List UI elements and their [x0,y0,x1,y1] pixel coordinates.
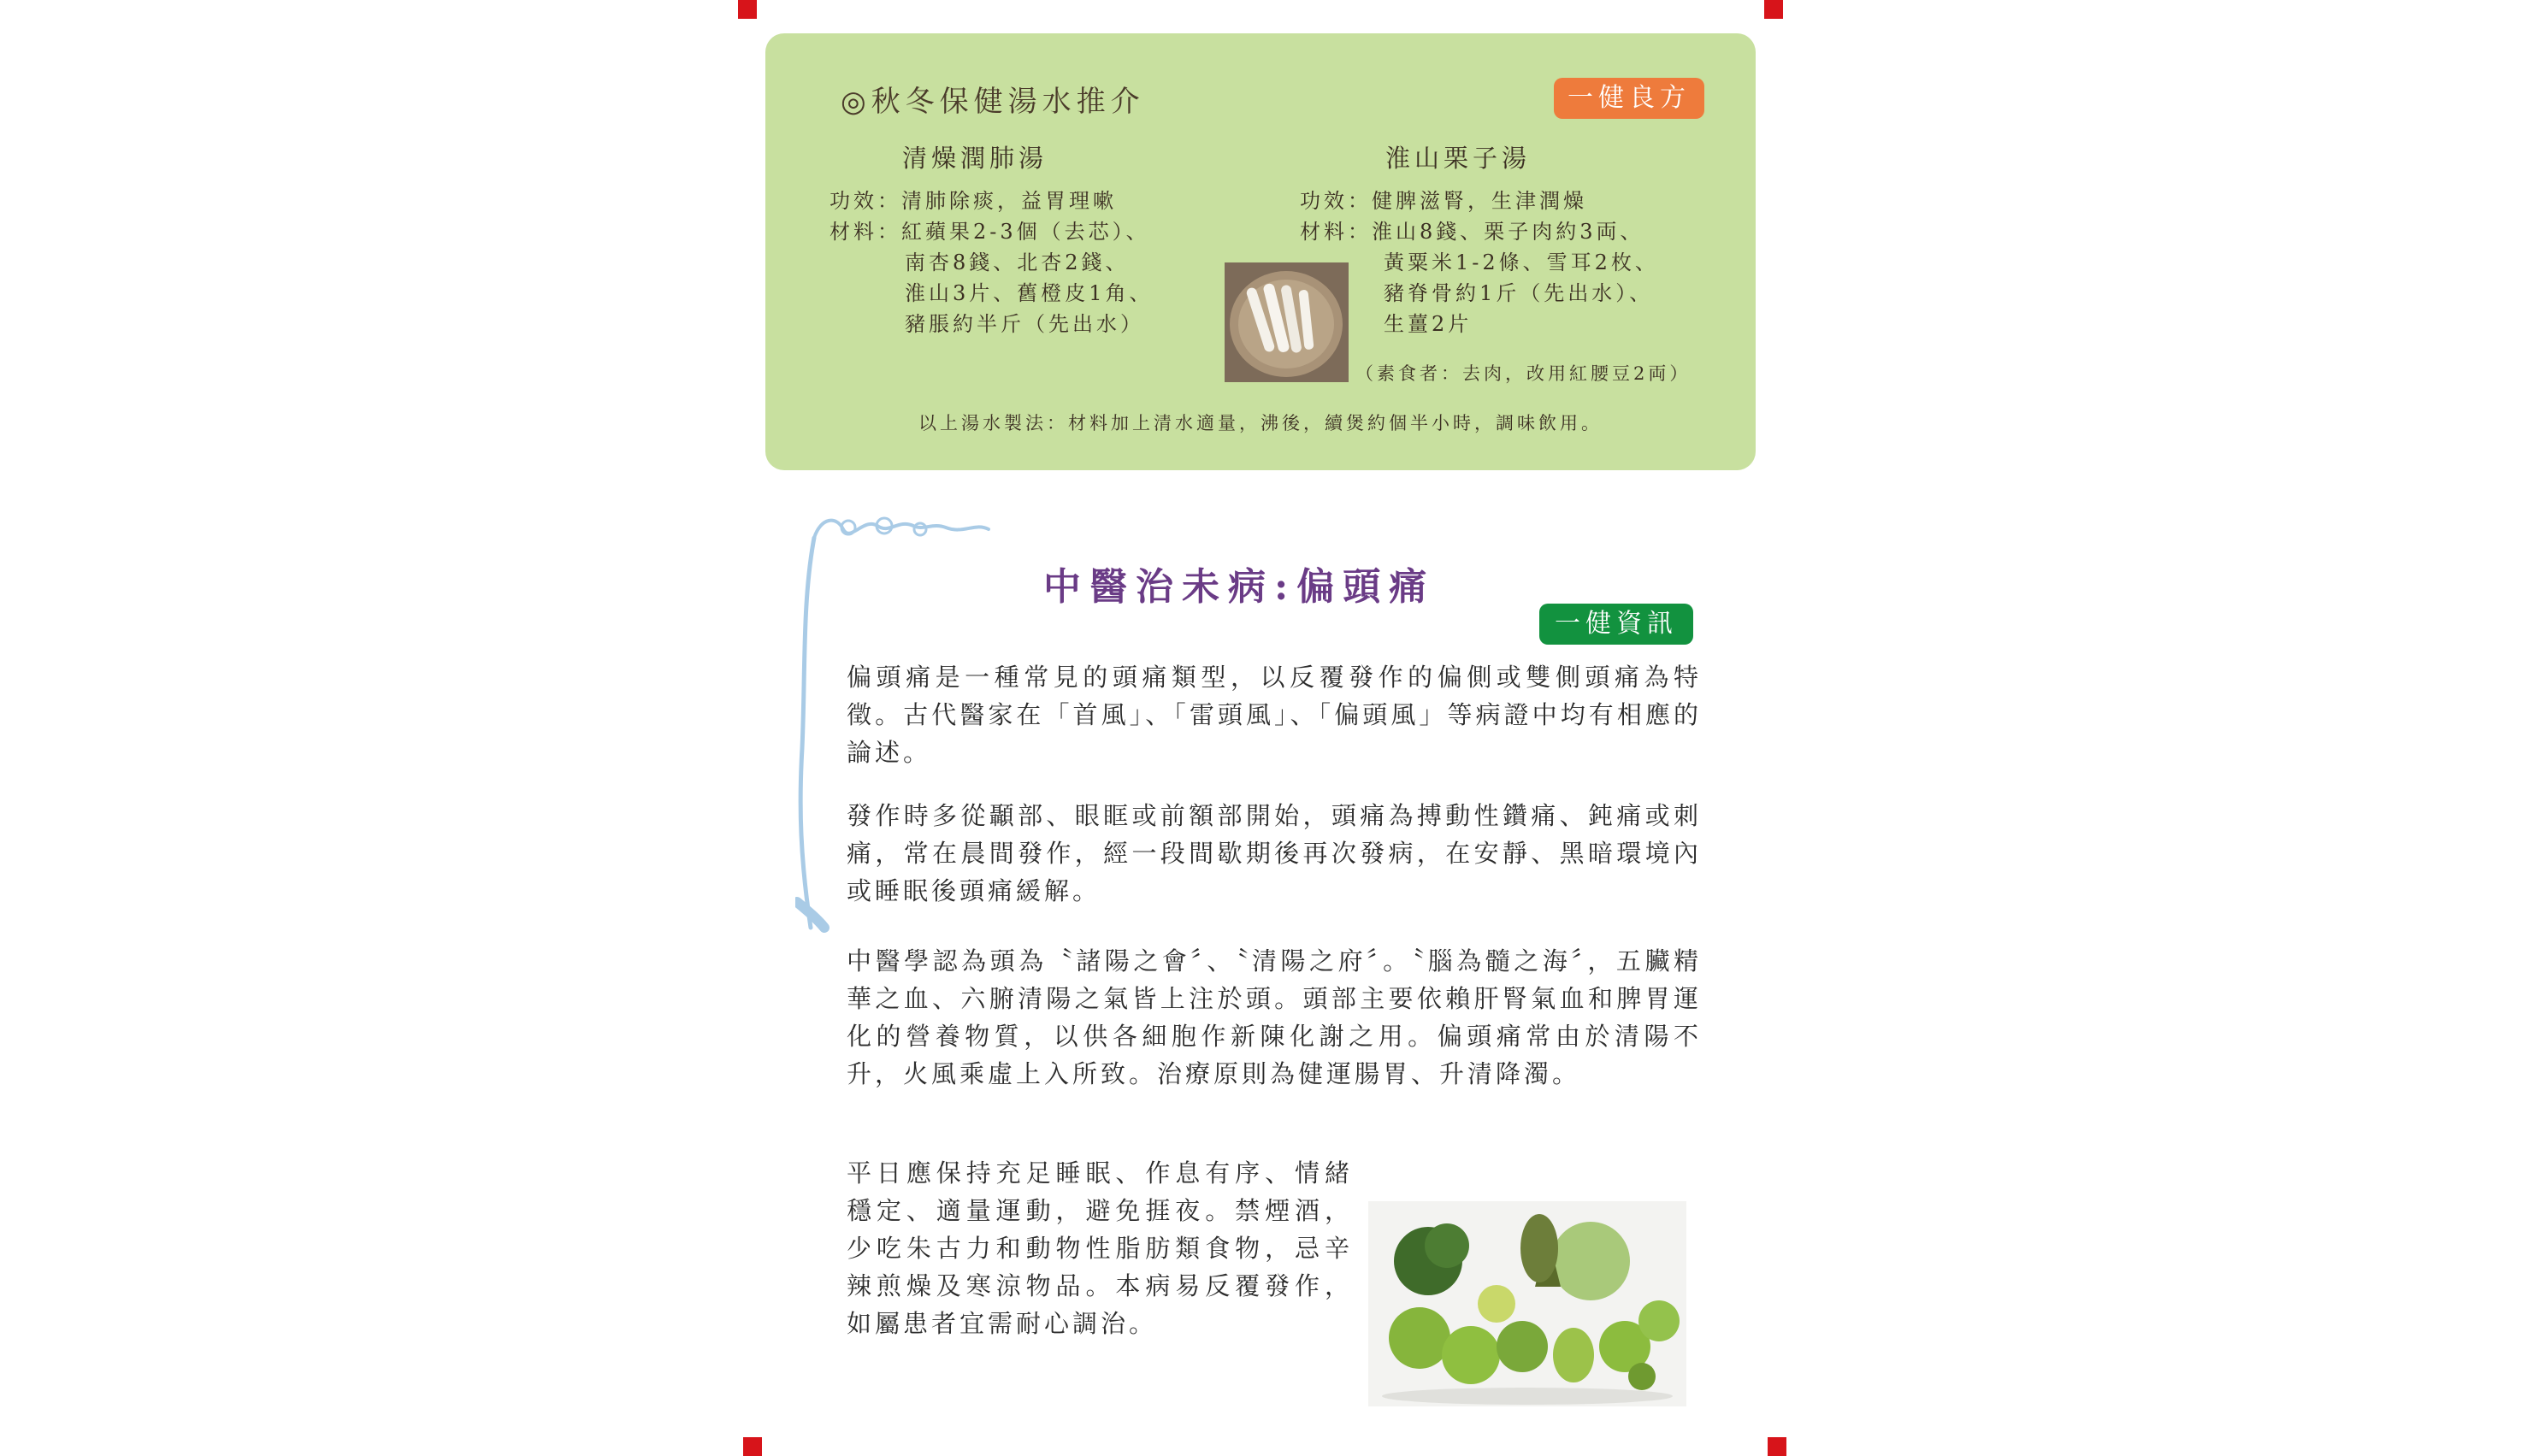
recipe1-materials: 淮山3片、舊橙皮1角、 [905,281,1154,305]
crop-mark [743,1437,762,1456]
recipe1-materials: 豬脹約半斤（先出水） [905,312,1144,336]
recipe-badge: 一健良方 [1554,78,1704,119]
soup-panel [765,33,1756,470]
article-paragraph: 發作時多從顳部、眼眶或前額部開始，頭痛為搏動性鑽痛、鈍痛或刺痛，常在晨間發作，經一段間歇期後再次發病，在安靜、黑暗環境內或睡眠後頭痛緩解。 [847,801,1702,905]
vegetables-image [1368,1201,1686,1406]
article-title: 中醫治未病:偏頭痛 [1043,565,1436,609]
panel-title: ◎秋冬保健湯水推介 [841,85,1145,119]
article-paragraph: 中醫學認為頭為〝諸陽之會〞、〝清陽之府〞。〝腦為髓之海〞，五臟精華之血、六腑清陽之氣皆上注於頭。頭部主要依賴肝腎氣血和脾胃運化的營養物質，以供各細胞作新陳化謝之用。偏頭痛常由於清陽不升，火風乘虛上入所致。治療原則為健運腸胃、升清降濁。 [847,946,1702,1088]
soup-method-note: 以上湯水製法：材料加上清水適量，沸後，續煲約個半小時，調味飲用。 [918,413,1603,433]
yam-slices-image [1225,262,1349,382]
vegetarian-note: （素食者：去肉，改用紅腰豆2両） [1355,363,1692,384]
article-paragraph: 偏頭痛是一種常見的頭痛類型，以反覆發作的偏側或雙側頭痛為特徵。古代醫家在「首風」、「雷頭風」、「偏頭風」等病證中均有相應的論述。 [847,663,1702,767]
recipe1-title: 清燥潤肺湯 [902,144,1048,173]
crop-mark [738,0,757,19]
recipe1-efficacy: 功效：清肺除痰，益胃理嗽 [830,189,1117,213]
recipe2-materials: 生薑2片 [1384,312,1473,336]
recipe2-title: 淮山栗子湯 [1385,144,1532,173]
recipe2-materials: 豬脊骨約1斤（先出水）、 [1384,281,1654,305]
recipe1-materials: 材料：紅蘋果2-3個（去芯）、 [830,220,1150,244]
recipe1-materials: 南杏8錢、北杏2錢、 [905,251,1130,274]
recipe2-materials: 材料：淮山8錢、栗子肉約3両、 [1300,220,1644,244]
recipe2-materials: 黃粟米1-2條、雪耳2枚、 [1384,251,1659,274]
advice-text: 平日應保持充足睡眠、作息有序、情緒穩定、適量運動，避免捱夜。禁煙酒，少吃朱古力和動物性脂肪類食物，忌辛辣煎燥及寒涼物品。本病易反覆發作，如屬患者宜需耐心調治。 [847,1158,1353,1338]
yam-slices-photo [1225,262,1349,382]
info-badge: 一健資訊 [1539,604,1693,645]
crop-mark [1764,0,1783,19]
vegetables-photo [1368,1201,1686,1406]
crop-mark [1768,1437,1786,1456]
recipe2-efficacy: 功效：健脾滋腎，生津潤燥 [1300,189,1587,213]
